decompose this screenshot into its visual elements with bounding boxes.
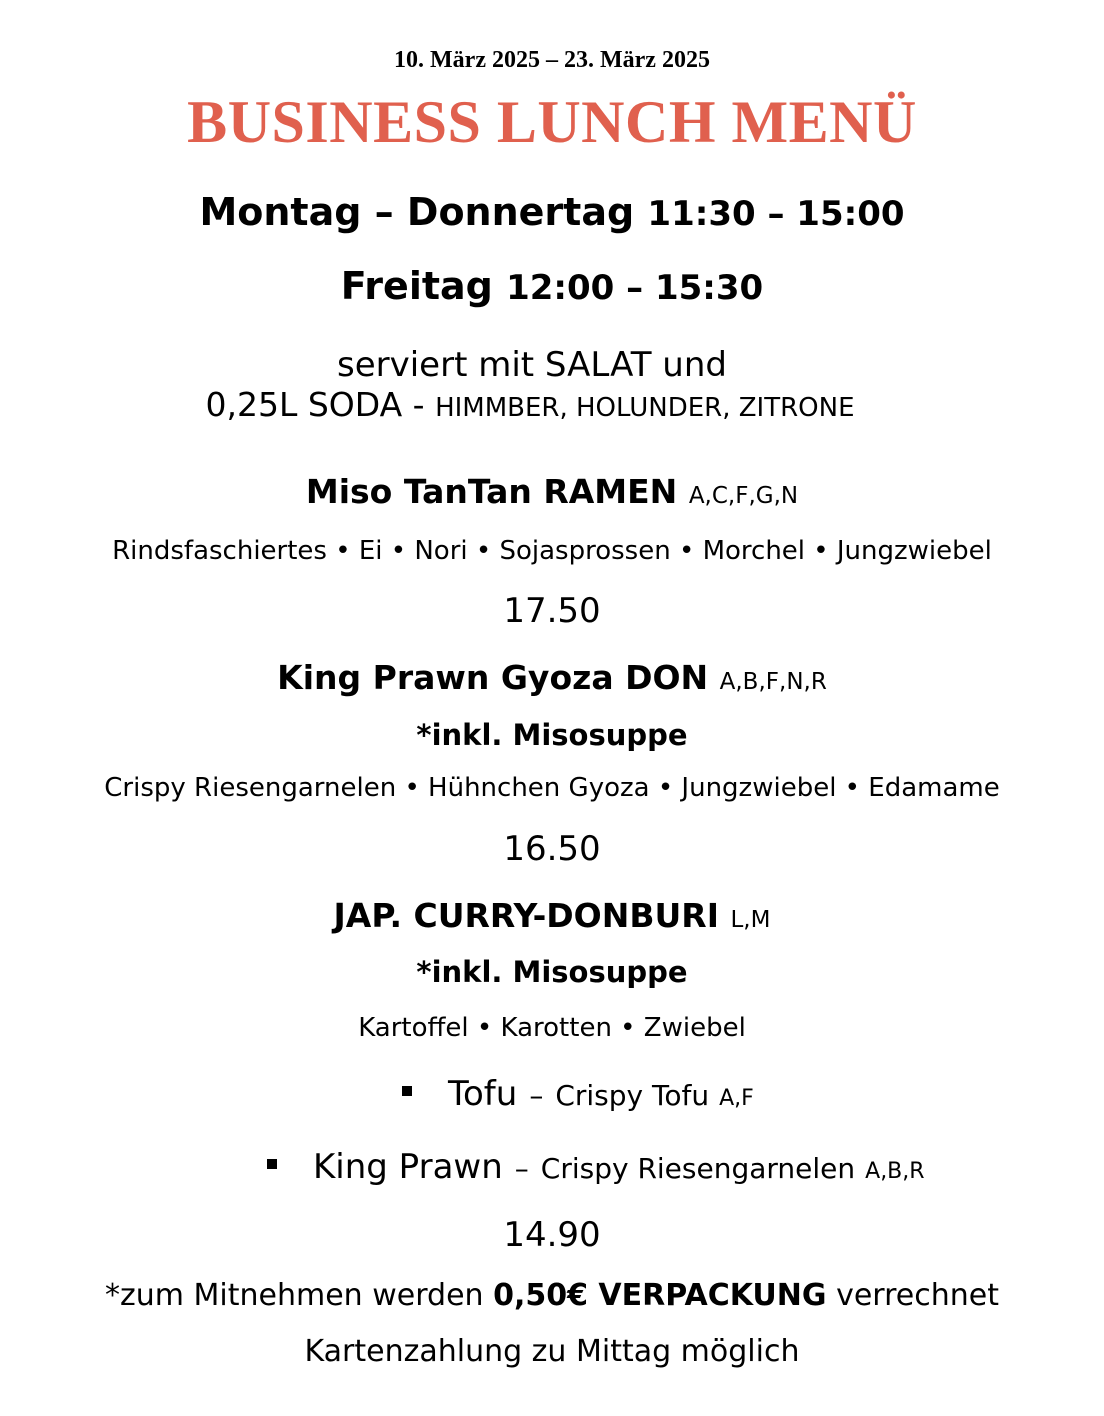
- soda-line: [0, 385, 1082, 424]
- square-bullet-icon: [402, 1086, 412, 1096]
- option-allergens: A,B,R: [865, 1159, 925, 1184]
- takeaway-prefix: *zum Mitnehmen werden: [105, 1278, 494, 1313]
- option-dash: –: [529, 1079, 544, 1112]
- dish-price: 17.50: [503, 591, 601, 631]
- hours-time: 11:30 – 15:00: [647, 194, 905, 234]
- hours-days: Freitag: [340, 264, 493, 308]
- hours-friday: [0, 264, 1104, 308]
- option-name: Tofu: [448, 1074, 518, 1114]
- option-allergens: A,F: [719, 1086, 754, 1111]
- dish-price: 16.50: [503, 829, 601, 869]
- dish-note: *inkl. Misosuppe: [416, 955, 688, 989]
- date-range: 10. März 2025 – 23. März 2025: [394, 47, 710, 73]
- dish-name: King Prawn Gyoza DON: [277, 658, 709, 697]
- takeaway-suffix: verrechnet: [826, 1278, 999, 1313]
- dish-description: Kartoffel • Karotten • Zwiebel: [358, 1013, 746, 1043]
- dish-title: [0, 896, 1104, 935]
- dish-allergens: A,C,F,G,N: [688, 483, 799, 509]
- option-dash: –: [514, 1152, 529, 1185]
- hours-time: 12:00 – 15:30: [506, 268, 764, 308]
- dish-allergens: L,M: [730, 907, 771, 933]
- soda-label: 0,25L SODA -: [205, 385, 436, 424]
- soda-flavors: HIMMBER, HOLUNDER, ZITRONE: [435, 393, 855, 423]
- packaging-fee: 0,50€ VERPACKUNG: [493, 1278, 827, 1313]
- served-with-line: serviert mit SALAT und: [337, 345, 727, 385]
- card-payment-note: Kartenzahlung zu Mittag möglich: [304, 1334, 800, 1369]
- option-detail: Crispy Tofu: [555, 1079, 710, 1112]
- takeaway-note: [0, 1278, 1104, 1313]
- dish-name: JAP. CURRY-DONBURI: [333, 896, 719, 935]
- menu-title: BUSINESS LUNCH MENÜ: [187, 89, 917, 155]
- dish-allergens: A,B,F,N,R: [719, 669, 827, 695]
- dish-note: *inkl. Misosuppe: [416, 718, 688, 752]
- hours-weekdays: [0, 190, 1104, 234]
- dish-title: [0, 658, 1104, 697]
- dish-option: [402, 1074, 754, 1114]
- dish-title: [0, 472, 1104, 511]
- dish-description: Crispy Riesengarnelen • Hühnchen Gyoza • Jungzwiebel • Edamame: [104, 773, 1000, 803]
- square-bullet-icon: [267, 1159, 277, 1169]
- hours-days: Montag – Donnertag: [199, 190, 635, 234]
- option-name: King Prawn: [313, 1147, 503, 1187]
- dish-option: [267, 1147, 925, 1187]
- dish-description: Rindsfaschiertes • Ei • Nori • Sojasprossen • Morchel • Jungzwiebel: [112, 536, 992, 566]
- option-detail: Crispy Riesengarnelen: [540, 1152, 856, 1185]
- dish-name: Miso TanTan RAMEN: [305, 472, 678, 511]
- dish-price: 14.90: [503, 1215, 601, 1255]
